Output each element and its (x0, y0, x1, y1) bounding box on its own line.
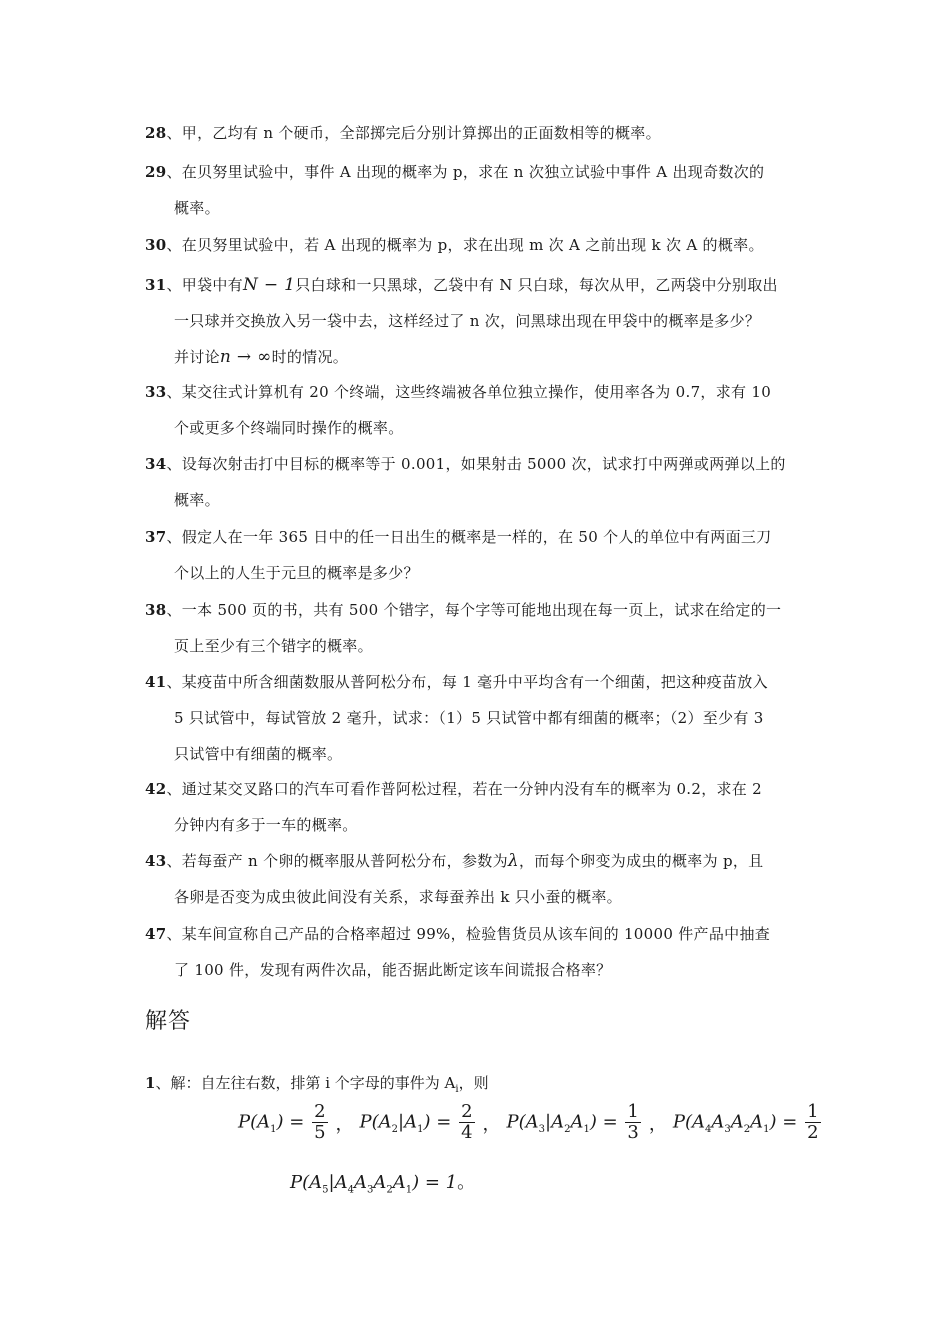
problem-number: 34 (145, 455, 167, 473)
math-expression: n → ∞ (219, 347, 272, 367)
fraction: $\frac{2}{5}$ (314, 1101, 326, 1143)
problem-28 (145, 115, 810, 151)
problem-text: 时的情况。 (271, 348, 349, 366)
solution-1-intro (145, 1068, 489, 1105)
problem-text: 一只球并交换放入另一袋中去，这样经过了 n 次，问黑球出现在甲袋中的概率是多少？ (174, 312, 761, 330)
problem-number: 37 (145, 528, 167, 546)
problem-text: 5 只试管中，每试管放 2 毫升，试求：（1）5 只试管中都有细菌的概率；（2）至少有 3 (174, 709, 764, 727)
problem-47 (145, 916, 810, 988)
problem-34 (145, 446, 810, 518)
problem-38 (145, 592, 810, 664)
solution-number: 1 (145, 1074, 156, 1092)
problem-41 (145, 664, 810, 772)
problem-text: 了 100 件，发现有两件次品，能否据此断定该车间谎报合格率？ (174, 961, 612, 979)
formula-p5: $P(A_5|A_4A_3A_2A_1) = 1$。 (290, 1172, 476, 1196)
formula-row-2 (290, 1168, 475, 1196)
problem-text: 、某疫苗中所含细菌数服从普阿松分布，每 1 毫升中平均含有一个细菌，把这种疫苗放入 (166, 673, 768, 691)
problem-text: 概率。 (174, 199, 220, 217)
problem-text: 个或更多个终端同时操作的概率。 (174, 419, 404, 437)
problem-text: 、一本 500 页的书，共有 500 个错字，每个字等可能地出现在每一页上，试求在给定的一 (166, 601, 782, 619)
problem-text: ，而每个卵变为成虫的概率为 p，且 (518, 852, 764, 870)
problem-text: 并讨论 (174, 348, 220, 366)
problem-30 (145, 227, 810, 263)
problem-text: 、某车间宣称自己产品的合格率超过 99%，检验售货员从该车间的 10000 件产品中抽查 (166, 925, 771, 943)
problem-number: 29 (145, 163, 167, 181)
math-expression: λ (507, 851, 519, 871)
problem-37 (145, 519, 810, 591)
problem-text: 、甲，乙均有 n 个硬币，全部掷完后分别计算掷出的正面数相等的概率。 (166, 124, 661, 142)
solution-text: ，则 (458, 1074, 489, 1092)
formula-p2: $P(A_2|A_1)$ = $\frac{2}{4}$ (359, 1101, 473, 1143)
formula-p4: $P(A_4A_3A_2A_1)$ = $\frac{1}{2}$ (672, 1101, 819, 1143)
fraction: $\frac{1}{2}$ (807, 1101, 819, 1143)
problem-text: 、甲袋中有 (166, 276, 243, 294)
section-heading: 解答 (145, 1009, 192, 1034)
solution-text: 、解：自左往右数，排第 i 个字母的事件为 A (155, 1074, 456, 1092)
problem-31 (145, 267, 810, 375)
problem-number: 38 (145, 601, 167, 619)
problem-33 (145, 374, 810, 446)
formula-p3: $P(A_3|A_2A_1)$ = $\frac{1}{3}$ (506, 1101, 639, 1143)
problem-text: 只试管中有细菌的概率。 (174, 745, 343, 763)
problem-29 (145, 154, 810, 226)
problem-number: 31 (145, 276, 167, 294)
problem-42 (145, 771, 810, 843)
problem-text: 、某交往式计算机有 20 个终端，这些终端被各单位独立操作，使用率各为 0.7，求有 10 (166, 383, 772, 401)
problem-number: 42 (145, 780, 167, 798)
problem-text: 、在贝努里试验中，若 A 出现的概率为 p，求在出现 m 次 A 之前出现 k 次 A 的概率。 (166, 236, 764, 254)
problem-text: 、若每蚕产 n 个卵的概率服从普阿松分布，参数为 (166, 852, 508, 870)
formula-row-1: $P(A_1)$ = $\frac{2}{5}$ ， $P(A_2|A_1)$ = $\frac{2}{4}$ ， $P(A_3|A_2A_1)$ = $\frac{1}{3}$ ， $P(A_4A_3A_2A_1)$ = $\frac{1}{2}$ (238, 1102, 823, 1143)
problem-text: 各卵是否变为成虫彼此间没有关系，求每蚕养出 k 只小蚕的概率。 (174, 888, 622, 906)
fraction: $\frac{1}{3}$ (627, 1101, 639, 1143)
problem-number: 43 (145, 852, 167, 870)
problem-text: 、假定人在一年 365 日中的任一日出生的概率是一样的，在 50 个人的单位中有两面三刀 (166, 528, 772, 546)
problem-text: 、在贝努里试验中，事件 A 出现的概率为 p，求在 n 次独立试验中事件 A 出现奇数次的 (166, 163, 765, 181)
problem-text: 个以上的人生于元旦的概率是多少？ (174, 564, 419, 582)
problem-text: 概率。 (174, 491, 220, 509)
problem-number: 30 (145, 236, 167, 254)
problem-text: 、设每次射击打中目标的概率等于 0.001，如果射击 5000 次，试求打中两弹或两弹以上的 (166, 455, 786, 473)
fraction: $\frac{2}{4}$ (461, 1101, 473, 1143)
problem-text: 、通过某交叉路口的汽车可看作普阿松过程，若在一分钟内没有车的概率为 0.2，求在 2 (166, 780, 763, 798)
problem-text: 页上至少有三个错字的概率。 (174, 637, 373, 655)
problem-text: 只白球和一只黑球，乙袋中有 N 只白球，每次从甲，乙两袋中分别取出 (295, 276, 778, 294)
problem-number: 41 (145, 673, 167, 691)
math-expression: N − 1 (243, 275, 296, 295)
formula-p1: $P(A_1)$ = $\frac{2}{5}$ (238, 1101, 326, 1143)
subscript: i (455, 1084, 459, 1095)
problem-number: 33 (145, 383, 167, 401)
problem-43 (145, 843, 810, 915)
problem-number: 47 (145, 925, 167, 943)
problem-number: 28 (145, 124, 167, 142)
problem-text: 分钟内有多于一车的概率。 (174, 816, 358, 834)
